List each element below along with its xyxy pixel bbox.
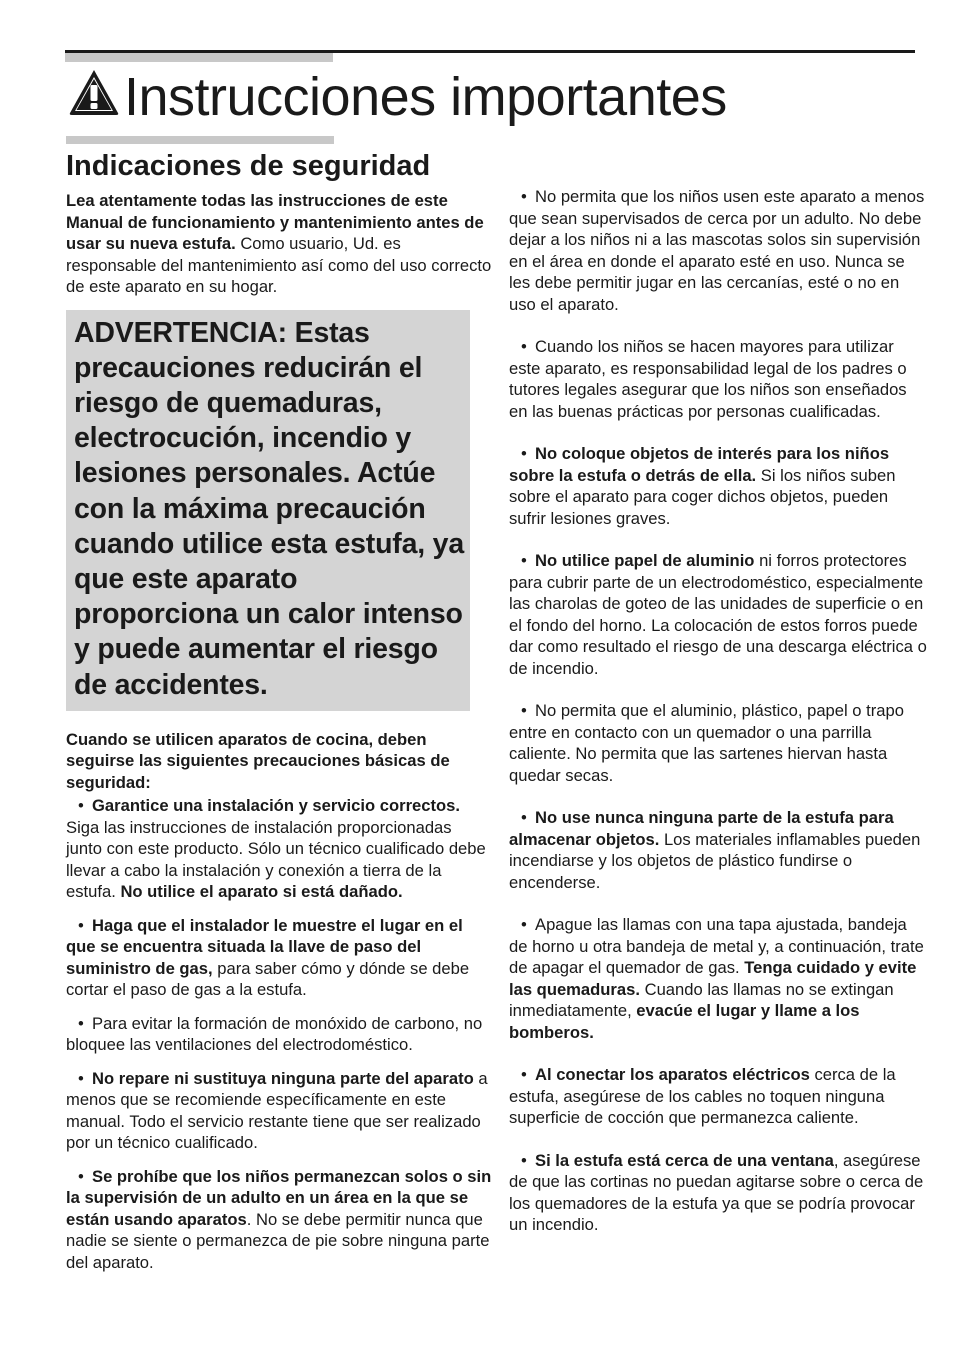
list-item: • Cuando los niños se hacen mayores para utilizar este aparato, es responsabilidad legal de los padres o tutores legales asegurar que los niños son enseñados en las buenas prácticas por personas cualificadas. bbox=[509, 337, 907, 421]
intro-bold: Lea atentamente todas las instrucciones de este Manual de funcionamiento y mantenimiento antes de usar su nueva estufa. bbox=[66, 191, 484, 253]
item-bold-2: Tenga cuidado y evite las quemaduras. bbox=[509, 958, 917, 999]
item-text: Siga las instrucciones de instalación proporcionadas junto con este producto. Sólo un técnico cualificado debe llevar a cabo la instalación y conexión a tierra de la estufa. bbox=[66, 817, 486, 902]
warning-box bbox=[66, 310, 470, 711]
item-text-2: Cuando las llamas no se extingan inmediatamente, bbox=[509, 979, 894, 1020]
item-bold: Se prohíbe que los niños permanezcan solos o sin la supervisión de un adulto en un área en la que se están usando aparatos bbox=[66, 1166, 492, 1229]
item-bold: Al conectar los aparatos eléctricos bbox=[535, 1065, 810, 1084]
item-text: , asegúrese de que las cortinas no puedan agitarse sobre o cerca de los quemadores de la estufa ya que se podría provocar un incendio. bbox=[509, 1150, 924, 1234]
list-item: • No coloque objetos de interés para los niños sobre la estufa o detrás de ella. Si los niños suben sobre el aparato para coger dichos objetos, pueden sufrir lesiones graves. bbox=[509, 444, 896, 528]
left-column bbox=[66, 190, 492, 1285]
item-text: No permita que los niños usen este aparato a menos que sean supervisados de cerca por un adulto. No debe dejar a los niños ni a las mascotas solos sin supervisión en el área en donde el aparato esté en uso. Nunca se les debe permitir jugar en las cercanías, esté o no en uso el aparato. bbox=[509, 187, 925, 314]
right-column bbox=[509, 186, 929, 1257]
list-item: • No repare ni sustituya ninguna parte del aparato a menos que se recomiende específicamente en este manual. Todo el servicio restante tiene que ser realizado por un técnico cualificado. bbox=[66, 1068, 488, 1153]
item-text: . No se debe permitir nunca que nadie se siente o permanezca de pie sobre ninguna parte del aparato. bbox=[66, 1209, 490, 1272]
list-item: • No use nunca ninguna parte de la estufa para almacenar objetos. Los materiales inflamables pueden incendiarse y los objetos de plástico fundirse o encenderse. bbox=[509, 808, 921, 892]
item-text: cerca de la estufa, asegúrese de los cables no toquen ninguna superficie de cocción que permanezca caliente. bbox=[509, 1065, 896, 1127]
warning-triangle-icon bbox=[68, 68, 120, 116]
intro-text: Como usuario, Ud. es responsable del mantenimiento así como del uso correcto de este aparato en su hogar. bbox=[66, 234, 492, 296]
list-item: • No utilice papel de aluminio ni forros protectores para cubrir parte de un electrodoméstico, especialmente las charolas de goteo de las unidades de superficie o en el fondo del horno. La colocación de estos forros puede dar como resultado el riesgo de una descarga eléctrica o de incendio. bbox=[509, 551, 927, 678]
item-text: a menos que se recomiende específicamente en este manual. Todo el servicio restante tiene que ser realizado por un técnico cualificado. bbox=[66, 1068, 488, 1153]
item-bold-3: evacúe el lugar y llame a los bomberos. bbox=[509, 1001, 860, 1042]
item-bold: Garantice una instalación y servicio correctos. bbox=[92, 796, 460, 816]
section-heading: Indicaciones de seguridad bbox=[66, 150, 431, 182]
item-bold-2: No utilice el aparato si está dañado. bbox=[120, 882, 403, 902]
item-bold: Haga que el instalador le muestre el lugar en el que se encuentra situada la llave de paso del suministro de gas, bbox=[66, 915, 463, 978]
item-text: Si los niños suben sobre el aparato para coger dichos objetos, pueden sufrir lesiones graves. bbox=[509, 465, 896, 528]
list-item: • Haga que el instalador le muestre el lugar en el que se encuentra situada la llave de paso del suministro de gas, para saber cómo y dónde se debe cortar el paso de gas a la estufa. bbox=[66, 915, 470, 1000]
item-bold: Si la estufa está cerca de una ventana bbox=[535, 1150, 834, 1170]
list-item: • No permita que los niños usen este aparato a menos que sean supervisados de cerca por un adulto. No debe dejar a los niños ni a las mascotas solos sin supervisión en el área en donde el aparato esté en uso. Nunca se les debe permitir jugar en las cercanías, esté o no en uso el aparato. bbox=[509, 187, 925, 314]
item-text: Para evitar la formación de monóxido de carbono, no bloquee las ventilaciones del electrodoméstico. bbox=[66, 1013, 483, 1055]
lead-paragraph: Cuando se utilicen aparatos de cocina, deben seguirse las siguientes precauciones básicas de seguridad: bbox=[66, 729, 450, 792]
list-item: • Para evitar la formación de monóxido de carbono, no bloquee las ventilaciones del electrodoméstico. bbox=[66, 1013, 483, 1055]
item-bold: No coloque objetos de interés para los niños sobre la estufa o detrás de ella. bbox=[509, 444, 890, 485]
list-item: • Apague las llamas con una tapa ajustada, bandeja de horno u otra bandeja de metal y, a continuación, trate de apagar el quemador de gas. Tenga cuidado y evite las quemaduras. Cuando las llamas no se extingan inmediatamente, evacúe el lugar y llame a los bomberos. bbox=[509, 915, 924, 1042]
list-item: • Garantice una instalación y servicio correctos. Siga las instrucciones de instalación proporcionadas junto con este producto. Sólo un técnico cualificado debe llevar a cabo la instalación y conexión a tierra de la estufa. No utilice el aparato si está dañado. bbox=[66, 796, 486, 902]
list-item: • Si la estufa está cerca de una ventana, asegúrese de que las cortinas no puedan agitarse sobre o cerca de los quemadores de la estufa ya que se podría provocar un incendio. bbox=[509, 1150, 924, 1234]
item-text: para saber cómo y dónde se debe cortar el paso de gas a la estufa. bbox=[66, 958, 470, 1000]
item-text: No permita que el aluminio, plástico, papel o trapo entre en contacto con un quemador o una parrilla caliente. No permita que las sartenes hiervan hasta quedar secas. bbox=[509, 701, 904, 785]
warning-text: ADVERTENCIA: Estas precauciones reducirán el riesgo de quemaduras, electrocución, incendio y lesiones personales. Actúe con la máxima precaución cuando utilice esta estufa, ya que este aparato proporciona un calor intenso y puede aumentar el riesgo de accidentes. bbox=[74, 316, 464, 701]
top-accent-bar bbox=[65, 53, 333, 62]
item-bold: No use nunca ninguna parte de la estufa para almacenar objetos. bbox=[509, 808, 894, 849]
item-bold: No repare ni sustituya ninguna parte del aparato bbox=[92, 1068, 474, 1088]
item-text: Los materiales inflamables pueden incendiarse y los objetos de plástico fundirse o encenderse. bbox=[509, 829, 921, 892]
item-text: ni forros protectores para cubrir parte de un electrodoméstico, especialmente las charolas de goteo de las unidades de superficie o en el fondo del horno. La colocación de estos forros puede dar como resultado el riesgo de una descarga eléctrica o de incendio. bbox=[509, 551, 927, 678]
intro-paragraph bbox=[66, 190, 492, 298]
item-text: Cuando los niños se hacen mayores para utilizar este aparato, es responsabilidad legal de los padres o tutores legales asegurar que los niños son enseñados en las buenas prácticas por personas cualificadas. bbox=[509, 337, 907, 421]
list-item: • No permita que el aluminio, plástico, papel o trapo entre en contacto con un quemador o una parrilla caliente. No permita que las sartenes hiervan hasta quedar secas. bbox=[509, 701, 904, 785]
item-text: Apague las llamas con una tapa ajustada, bandeja de horno u otra bandeja de metal y, a continuación, trate de apagar el quemador de gas. bbox=[509, 915, 924, 977]
page-title: Instrucciones importantes bbox=[124, 67, 727, 127]
list-item: • Se prohíbe que los niños permanezcan solos o sin la supervisión de un adulto en un área en la que se están usando aparatos. No se debe permitir nunca que nadie se siente o permanezca de pie sobre ninguna parte del aparato. bbox=[66, 1166, 492, 1272]
item-bold: No utilice papel de aluminio bbox=[535, 551, 755, 570]
list-item: • Al conectar los aparatos eléctricos cerca de la estufa, asegúrese de los cables no toquen ninguna superficie de cocción que permanezca caliente. bbox=[509, 1065, 896, 1127]
title-underline-bar bbox=[66, 136, 334, 144]
